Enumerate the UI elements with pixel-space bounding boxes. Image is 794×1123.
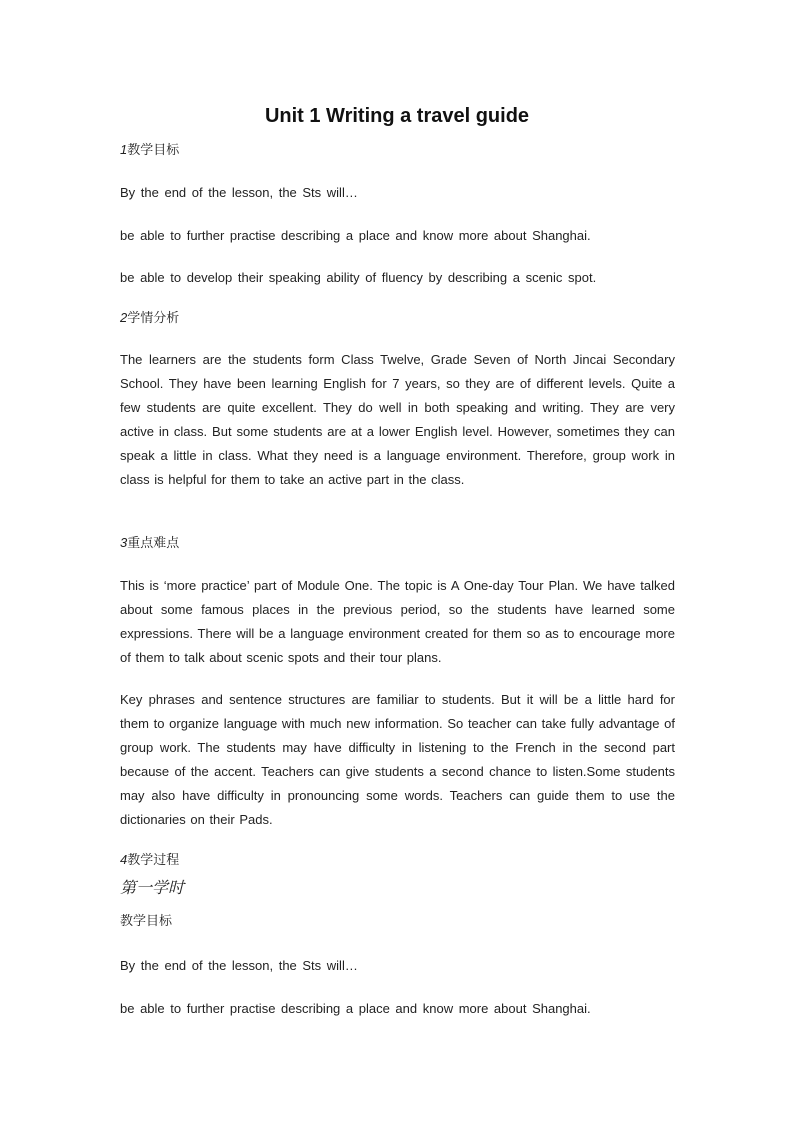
section-1-heading: [120, 142, 675, 158]
section-2-number: 2: [120, 310, 128, 325]
section-4-line-1: By the end of the lesson, the Sts will…: [120, 958, 358, 973]
section-4-heading: [120, 852, 675, 868]
section-1-label: 教学目标: [127, 142, 180, 157]
section-1-line-2: be able to further practise describing a place and know more about Shanghai.: [120, 228, 591, 243]
lesson-1-label: 教学目标: [120, 913, 173, 928]
document-title: Unit 1 Writing a travel guide: [264, 105, 530, 127]
section-2-paragraph: The learners are the students form Class Twelve, Grade Seven of North Jincai Secondary School. They have been learning English for 7 years, so they are of different levels. Quite a few students are quite excellent. They do well in both speaking and writing. They are very active in class. But some students are at a lower English level. However, sometimes they can speak a little in class. What they need is a language environment. Therefore, group work in class is helpful for them to take an active part in the class.: [120, 352, 675, 487]
section-3-number: 3: [120, 535, 128, 550]
section-1-number: 1: [120, 142, 128, 157]
section-3-heading: [120, 535, 675, 551]
section-2-heading: [120, 310, 675, 326]
section-3-label: 重点难点: [127, 535, 180, 550]
section-4-label: 教学过程: [127, 852, 180, 867]
section-3-paragraph-2: Key phrases and sentence structures are familiar to students. But it will be a little hard for them to organize language with much new information. So teacher can take fully advantage of group work. The students may have difficulty in listening to the French in the second part because of the accent. Teachers can give students a second chance to listen.Some students may also have difficulty in pronouncing some words. Teachers can guide them to use the dictionaries on their Pads.: [120, 692, 675, 827]
section-1-line-3: be able to develop their speaking ability of fluency by describing a scenic spot.: [120, 270, 597, 285]
section-3-paragraph-1: This is ‘more practice’ part of Module One. The topic is A One-day Tour Plan. We have talked about some famous places in the previous period, so the students have learned some expressions. There will be a language environment created for them so as to encourage more of them to talk about scenic spots and their tour plans.: [120, 578, 675, 665]
section-4-number: 4: [120, 852, 128, 867]
section-1-line-1: By the end of the lesson, the Sts will…: [120, 185, 358, 200]
section-2-label: 学情分析: [127, 310, 180, 325]
lesson-1-heading: 第一学时: [120, 880, 185, 897]
section-4-line-2: be able to further practise describing a place and know more about Shanghai.: [120, 1001, 591, 1016]
